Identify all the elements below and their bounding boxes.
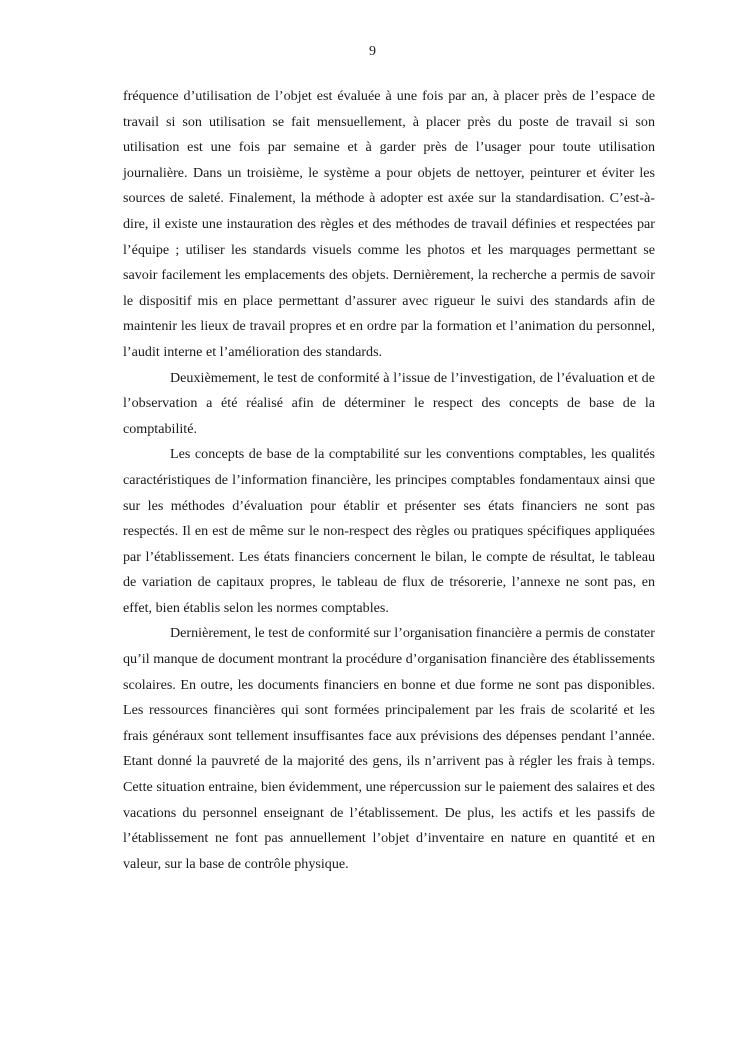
document-body bbox=[123, 84, 655, 877]
paragraph-accounting-concepts: Les concepts de base de la comptabilité sur les conventions comptables, les qualités caractéristiques de l’information financière, les principes comptables fondamentaux ainsi que sur les méthodes d’évaluation pour établir et présenter ses états financiers ne sont pas respectés. Il en est de même sur le non-respect des règles ou pratiques spécifiques appliquées par l’établissement. Les états financiers concernent le bilan, le compte de résultat, le tableau de variation de capitaux propres, le tableau de flux de trésorerie, l’annexe ne sont pas, en effet, bien établis selon les normes comptables. bbox=[123, 446, 655, 616]
paragraph-5s-continuation: fréquence d’utilisation de l’objet est évaluée à une fois par an, à placer près de l’espace de travail si son utilisation se fait mensuellement, à placer près du poste de travail si son utilisation est une fois par semaine et à garder près de l’usager pour toute utilisation journalière. Dans un troisième, le système a pour objets de nettoyer, peinturer et éviter les sources de saleté. Finalement, la méthode à adopter est axée sur la standardisation. C’est-à-dire, il existe une instauration des règles et des méthodes de travail définies et respectées par l’équipe ; utiliser les standards visuels comme les photos et les marquages permettant se savoir facilement les emplacements des objets. Dernièrement, la recherche a permis de savoir le dispositif mis en place permettant d’assurer avec rigueur le suivi des standards afin de maintenir les lieux de travail propres et en ordre par la formation et l’animation du personnel, l’audit interne et l’amélioration des standards. bbox=[123, 88, 655, 360]
paragraph-financial-organisation: Dernièrement, le test de conformité sur l’organisation financière a permis de constater qu’il manque de document montrant la procédure d’organisation financière des établissements scolaires. En outre, les documents financiers en bonne et due forme ne sont pas disponibles. Les ressources financières qui sont formées principalement par les frais de scolarité et les frais généraux sont tellement insuffisantes face aux prévisions des dépenses pendant l’année. Etant donné la pauvreté de la majorité des gens, ils n’arrivent pas à régler les frais à temps. Cette situation entraine, bien évidemment, une répercussion sur le paiement des salaires et des vacations du personnel enseignant de l’établissement. De plus, les actifs et les passifs de l’établissement ne font pas annuellement l’objet d’inventaire en nature en quantité et en valeur, sur la base de contrôle physique. bbox=[123, 625, 656, 872]
page-number: 9 bbox=[369, 44, 376, 59]
paragraph-conformity-test: Deuxièmement, le test de conformité à l’issue de l’investigation, de l’évaluation et de l’observation a été réalisé afin de déterminer le respect des concepts de base de la comptabilité. bbox=[123, 369, 655, 437]
